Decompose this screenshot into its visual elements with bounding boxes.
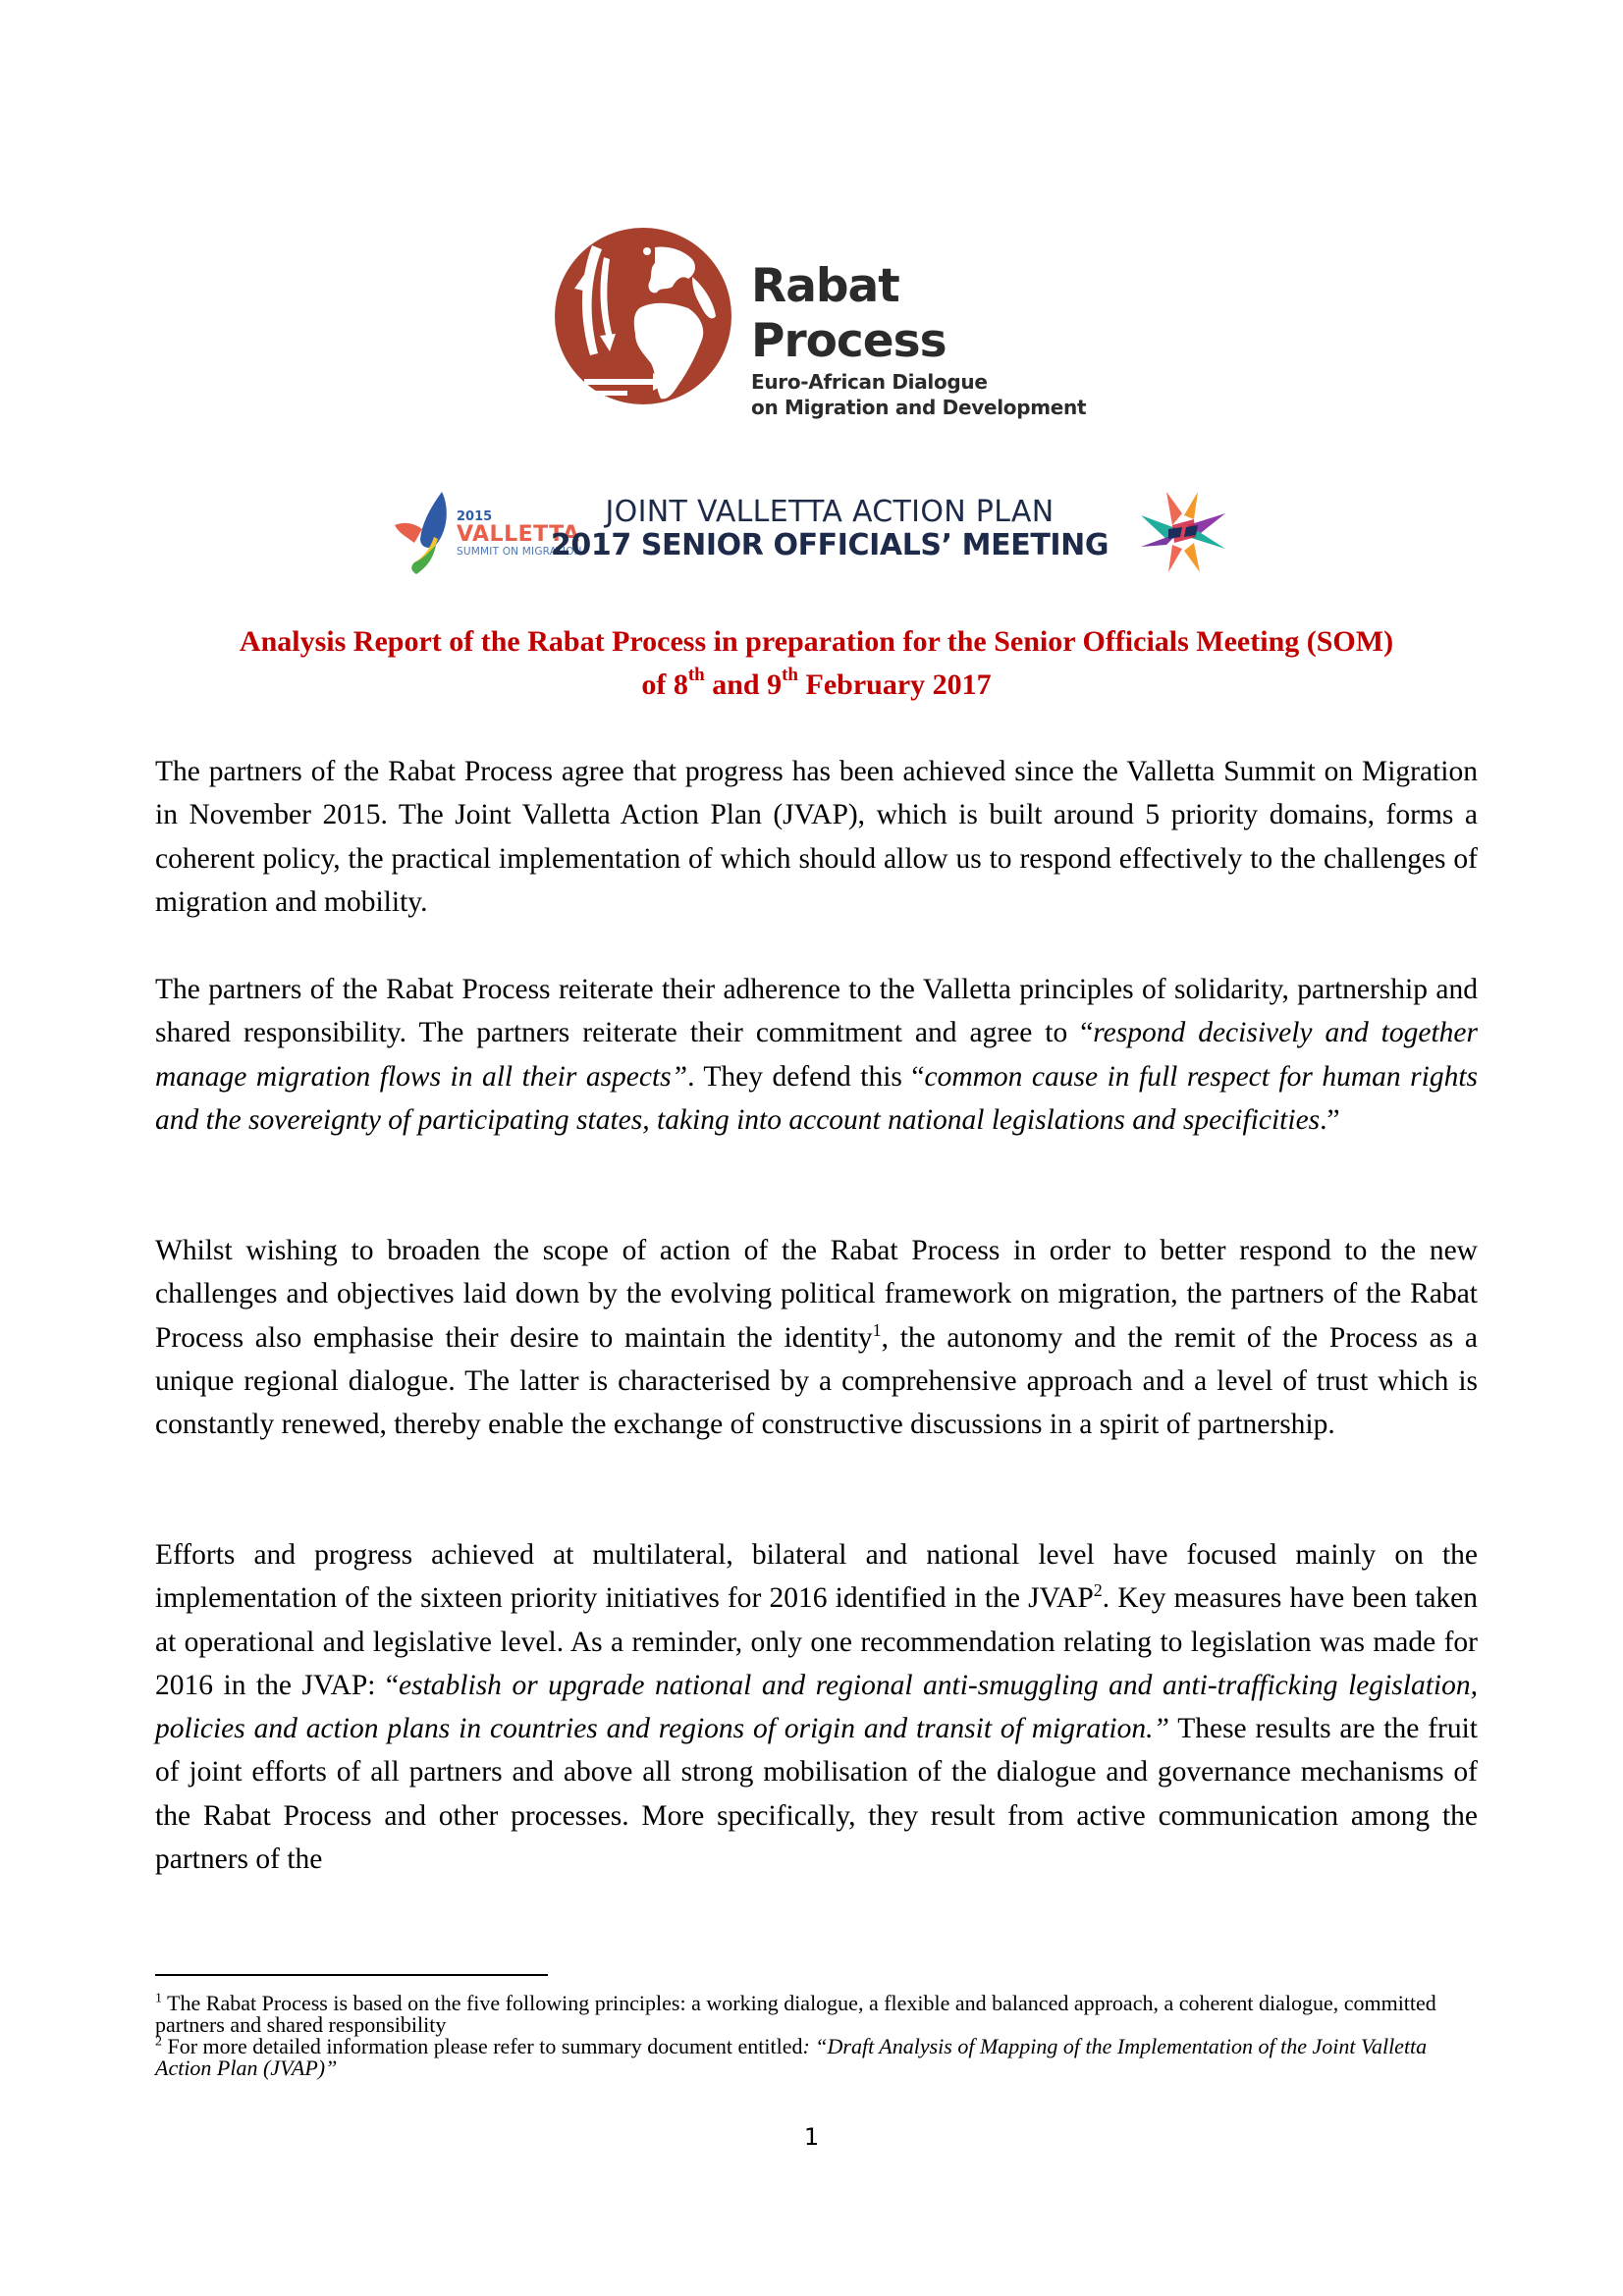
footnote-ref-1[interactable]: 1 <box>872 1319 882 1340</box>
footnote-ref-2[interactable]: 2 <box>1093 1580 1103 1601</box>
paragraph-text: These results are the fruit of joint efforts of all partners and above all strong mobilisation of the dialogue and governance mechanisms of the Rabat Process and other processes. More specifically, they result from active communication among the partners of the <box>155 1713 1479 1876</box>
rabat-logo-subtitle-1: Euro-African Dialogue <box>751 370 988 394</box>
title-text: of 8 <box>641 668 688 701</box>
paragraph-4 <box>155 1533 1478 1881</box>
paragraph-1: The partners of the Rabat Process agree that progress has been achieved since the Valletta Summit on Migration in November 2015. The Joint Valletta Action Plan (JVAP), which is built around 5 priority domains, forms a coherent policy, the practical implementation of which should allow us to respond effectively to the challenges of migration and mobility. <box>155 756 1478 918</box>
footnote-separator <box>155 1974 548 1976</box>
quotation: common cause in full respect for human rights and the sovereignty of participating states, taking into account national legislations and specificities <box>155 1060 1479 1136</box>
page-number: 1 <box>803 2123 820 2151</box>
paragraph-text: The partners of the Rabat Process reiterate their adherence to the Valletta principles of solidarity, partnership and shared responsibility. The partners reiterate their commitment and agree to “ <box>155 974 1478 1049</box>
rabat-logo-subtitle-2: on Migration and Development <box>751 396 1087 419</box>
paragraph-text: . They defend this “ <box>687 1060 925 1093</box>
paragraph-text: .” <box>1320 1103 1340 1136</box>
footnote-1 <box>155 1993 1478 2036</box>
valletta-name: VALLETTA <box>457 522 580 547</box>
footnote-number: 2 <box>155 2034 162 2050</box>
footnote-document-title: : “Draft Analysis of Mapping of the Implementation of the Joint Valletta Action Plan (JVAP)” <box>155 2034 1428 2080</box>
footnote-text: For more detailed information please refer to summary document entitled <box>162 2034 803 2058</box>
report-title <box>155 620 1478 707</box>
quotation: respond decisively and together manage migration flows in all their aspects” <box>155 1017 1478 1093</box>
footnote-2 <box>155 2036 1478 2079</box>
title-sup: th <box>782 665 799 685</box>
footnote-text: The Rabat Process is based on the five following principles: a working dialogue, a flexible and balanced approach, a coherent dialogue, committed partners and shared responsibility <box>155 1991 1436 2037</box>
paragraph-3 <box>155 1229 1478 1446</box>
valletta-bird-icon <box>393 488 461 576</box>
jvap-line-2: 2017 SENIOR OFFICIALS’ MEETING <box>550 528 1109 562</box>
valletta-subtitle: SUMMIT ON MIGRATION <box>457 546 582 558</box>
paragraph-text: Whilst wishing to broaden the scope of action of the Rabat Process in order to better respond to the new challenges and objectives laid down by the evolving political framework on migration, the partners of the Rabat Process also emphasise their desire to maintain the identity <box>155 1235 1478 1354</box>
globe-icon <box>545 218 741 414</box>
valletta-year: 2015 <box>457 509 493 524</box>
quotation: establish or upgrade national and regional anti-smuggling and anti-trafficking legislation, policies and action plans in countries and regions of origin and transit of migration.” <box>155 1669 1479 1745</box>
title-text: and 9 <box>704 668 783 701</box>
jvap-line-1: JOINT VALLETTA ACTION PLAN <box>605 495 1055 529</box>
paragraph-text: . Key measures have been taken at operational and legislative level. As a reminder, only one recommendation relating to legislation was made for 2016 in the JVAP: “ <box>155 1582 1479 1701</box>
paragraph-text: Efforts and progress achieved at multilateral, bilateral and national level have focused mainly on the implementation of the sixteen priority initiatives for 2016 identified in the JVAP <box>155 1539 1478 1615</box>
paragraph-text: , the autonomy and the remit of the Process as a unique regional dialogue. The latter is characterised by a comprehensive approach and a level of trust which is constantly renewed, thereby enable the exchange of constructive discussions in a spirit of partnership. <box>155 1321 1478 1441</box>
report-title-line-2 <box>155 664 1478 707</box>
title-text: February 2017 <box>798 668 992 701</box>
jvap-banner <box>393 484 1247 582</box>
paragraph-2 <box>155 968 1478 1142</box>
rabat-logo-title: Rabat Process <box>751 259 947 368</box>
title-sup: th <box>687 665 705 685</box>
maltese-star-icon <box>1139 488 1227 576</box>
rabat-process-logo <box>545 218 1095 419</box>
footnotes <box>155 1993 1478 2079</box>
report-title-line-1: Analysis Report of the Rabat Process in preparation for the Senior Officials Meeting (SOM) <box>239 625 1394 658</box>
footnote-number: 1 <box>155 1991 162 2006</box>
jvap-heading <box>530 496 1129 562</box>
